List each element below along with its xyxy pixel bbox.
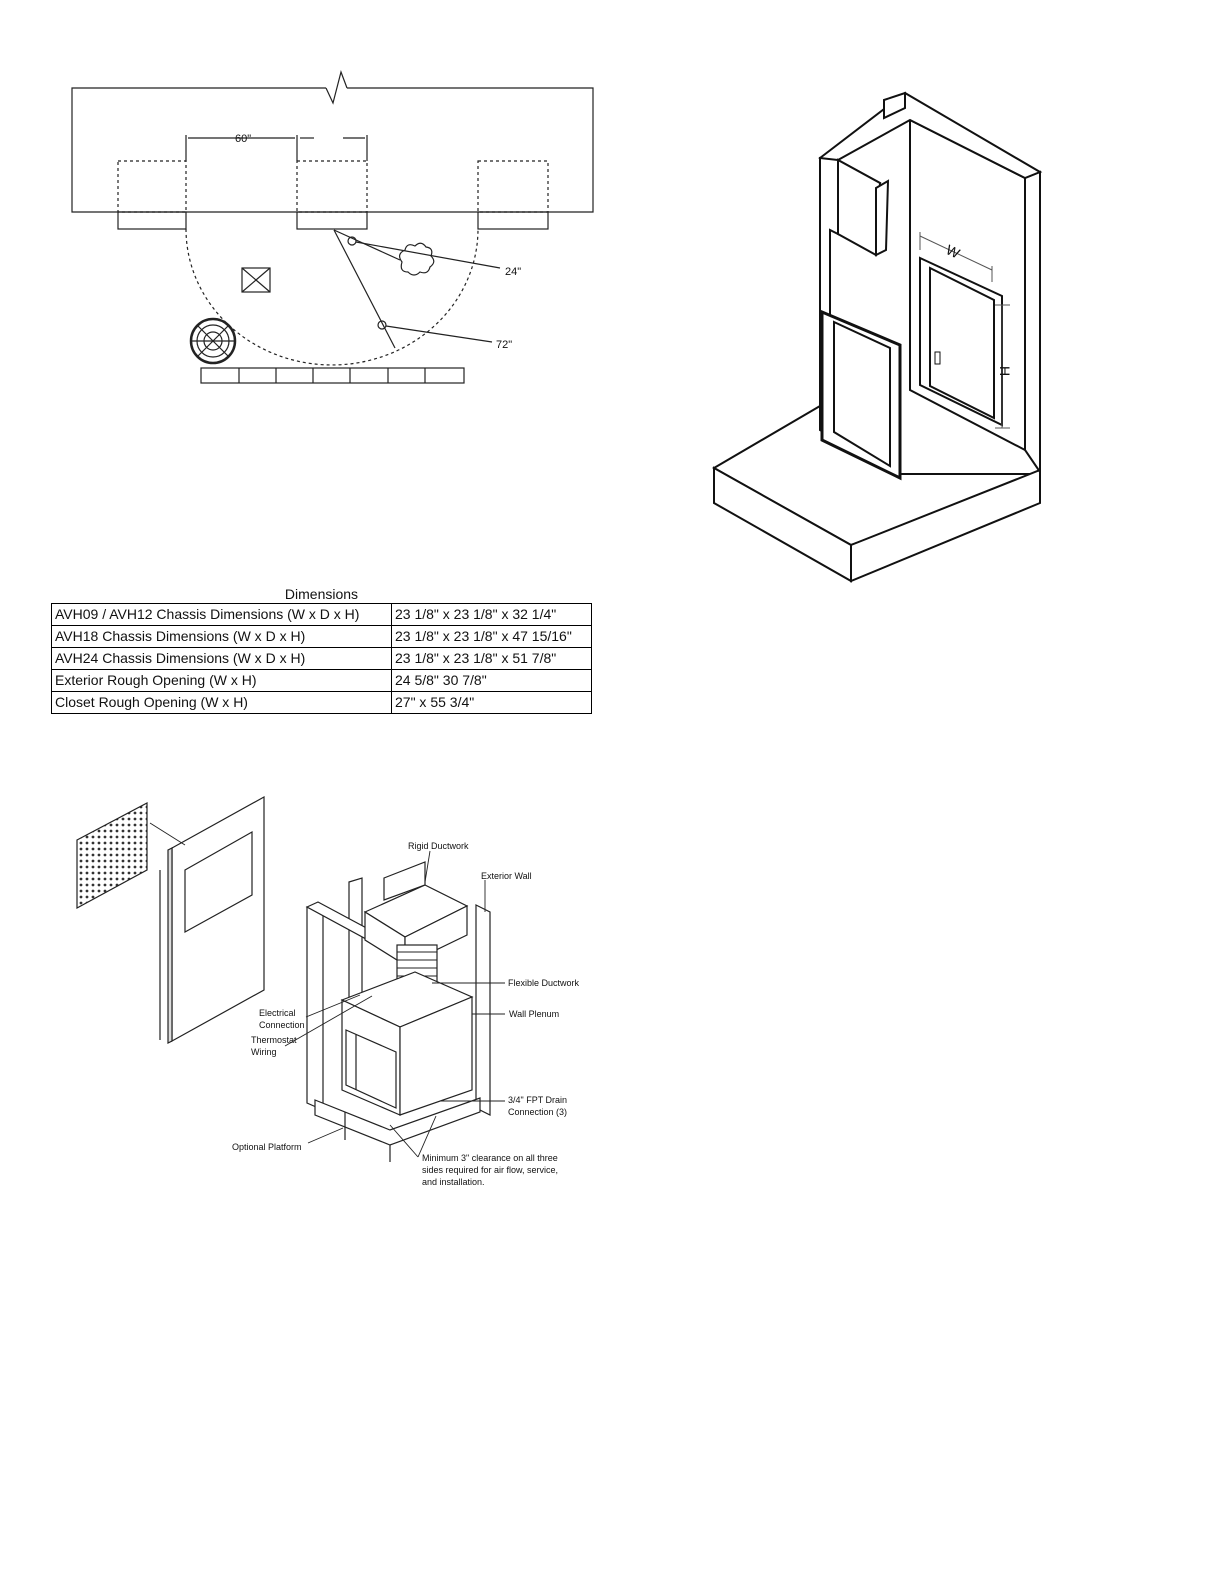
header-box <box>838 160 880 255</box>
wall-outline <box>72 88 593 212</box>
width-label: W <box>943 241 963 262</box>
closet-right <box>478 161 548 212</box>
drain-label-2: Connection (3) <box>508 1107 568 1117</box>
table-row <box>52 648 592 670</box>
row-label: AVH18 Chassis Dimensions (W x D x H) <box>52 626 392 648</box>
closet-left <box>118 161 186 212</box>
row-label: Exterior Rough Opening (W x H) <box>52 670 392 692</box>
thermostat-label-2: Wiring <box>251 1047 277 1057</box>
drain-label-1: 3/4" FPT Drain <box>508 1095 568 1105</box>
unit-right <box>478 212 548 229</box>
row-label: Closet Rough Opening (W x H) <box>52 692 392 714</box>
dim-60-label: 60" <box>235 133 252 145</box>
row-label: AVH09 / AVH12 Chassis Dimensions (W x D x H) <box>52 604 392 626</box>
row-label: AVH24 Chassis Dimensions (W x D x H) <box>52 648 392 670</box>
frame-stud-left <box>307 907 323 1110</box>
table-row <box>52 692 592 714</box>
flexible-ductwork-label: Flexible Ductwork <box>508 978 580 988</box>
dimensions-title: Dimensions <box>284 586 359 602</box>
floor-blocks <box>201 368 464 383</box>
door-swing-arc <box>186 229 478 365</box>
wall-right-edge <box>1025 172 1040 472</box>
dim-24-label: 24" <box>505 266 522 278</box>
louvered-grille <box>77 803 147 908</box>
plan-view-diagram <box>60 60 620 400</box>
row-value: 24 5/8" 30 7/8" <box>392 670 592 692</box>
installation-diagram <box>60 790 600 1200</box>
table-row <box>52 604 592 626</box>
row-value: 23 1/8" x 23 1/8" x 51 7/8" <box>392 648 592 670</box>
frame-stud-back-left <box>349 878 362 1004</box>
frame-stud-right <box>476 905 490 1115</box>
table-row <box>52 670 592 692</box>
height-label: H <box>997 366 1013 377</box>
row-value: 23 1/8" x 23 1/8" x 47 15/16" <box>392 626 592 648</box>
row-value: 23 1/8" x 23 1/8" x 32 1/4" <box>392 604 592 626</box>
electrical-label-1: Electrical <box>259 1008 296 1018</box>
closet-center <box>297 161 367 212</box>
fan-icon <box>191 319 235 363</box>
platform-label: Optional Platform <box>232 1142 302 1152</box>
clearance-label-1: Minimum 3" clearance on all three <box>422 1153 558 1163</box>
exterior-wall-label: Exterior Wall <box>481 871 532 881</box>
unit-left <box>118 212 186 229</box>
dim-72-label: 72" <box>496 339 513 351</box>
unit-center <box>297 212 367 229</box>
row-value: 27" x 55 3/4" <box>392 692 592 714</box>
dimensions-table <box>51 585 592 714</box>
dimensions-grid <box>51 603 592 714</box>
wall-break-mark <box>326 72 347 103</box>
wall-plenum-label: Wall Plenum <box>509 1009 560 1019</box>
clearance-label-3: and installation. <box>422 1177 485 1187</box>
thermostat-label-1: Thermostat <box>251 1035 297 1045</box>
clearance-line-short <box>334 230 400 260</box>
bush-icon <box>400 243 434 275</box>
table-row <box>52 626 592 648</box>
rigid-ductwork-label: Rigid Ductwork <box>408 841 469 851</box>
electrical-label-2: Connection <box>259 1020 305 1030</box>
clearance-label-2: sides required for air flow, service, <box>422 1165 559 1175</box>
isometric-closet-diagram <box>700 85 1060 590</box>
